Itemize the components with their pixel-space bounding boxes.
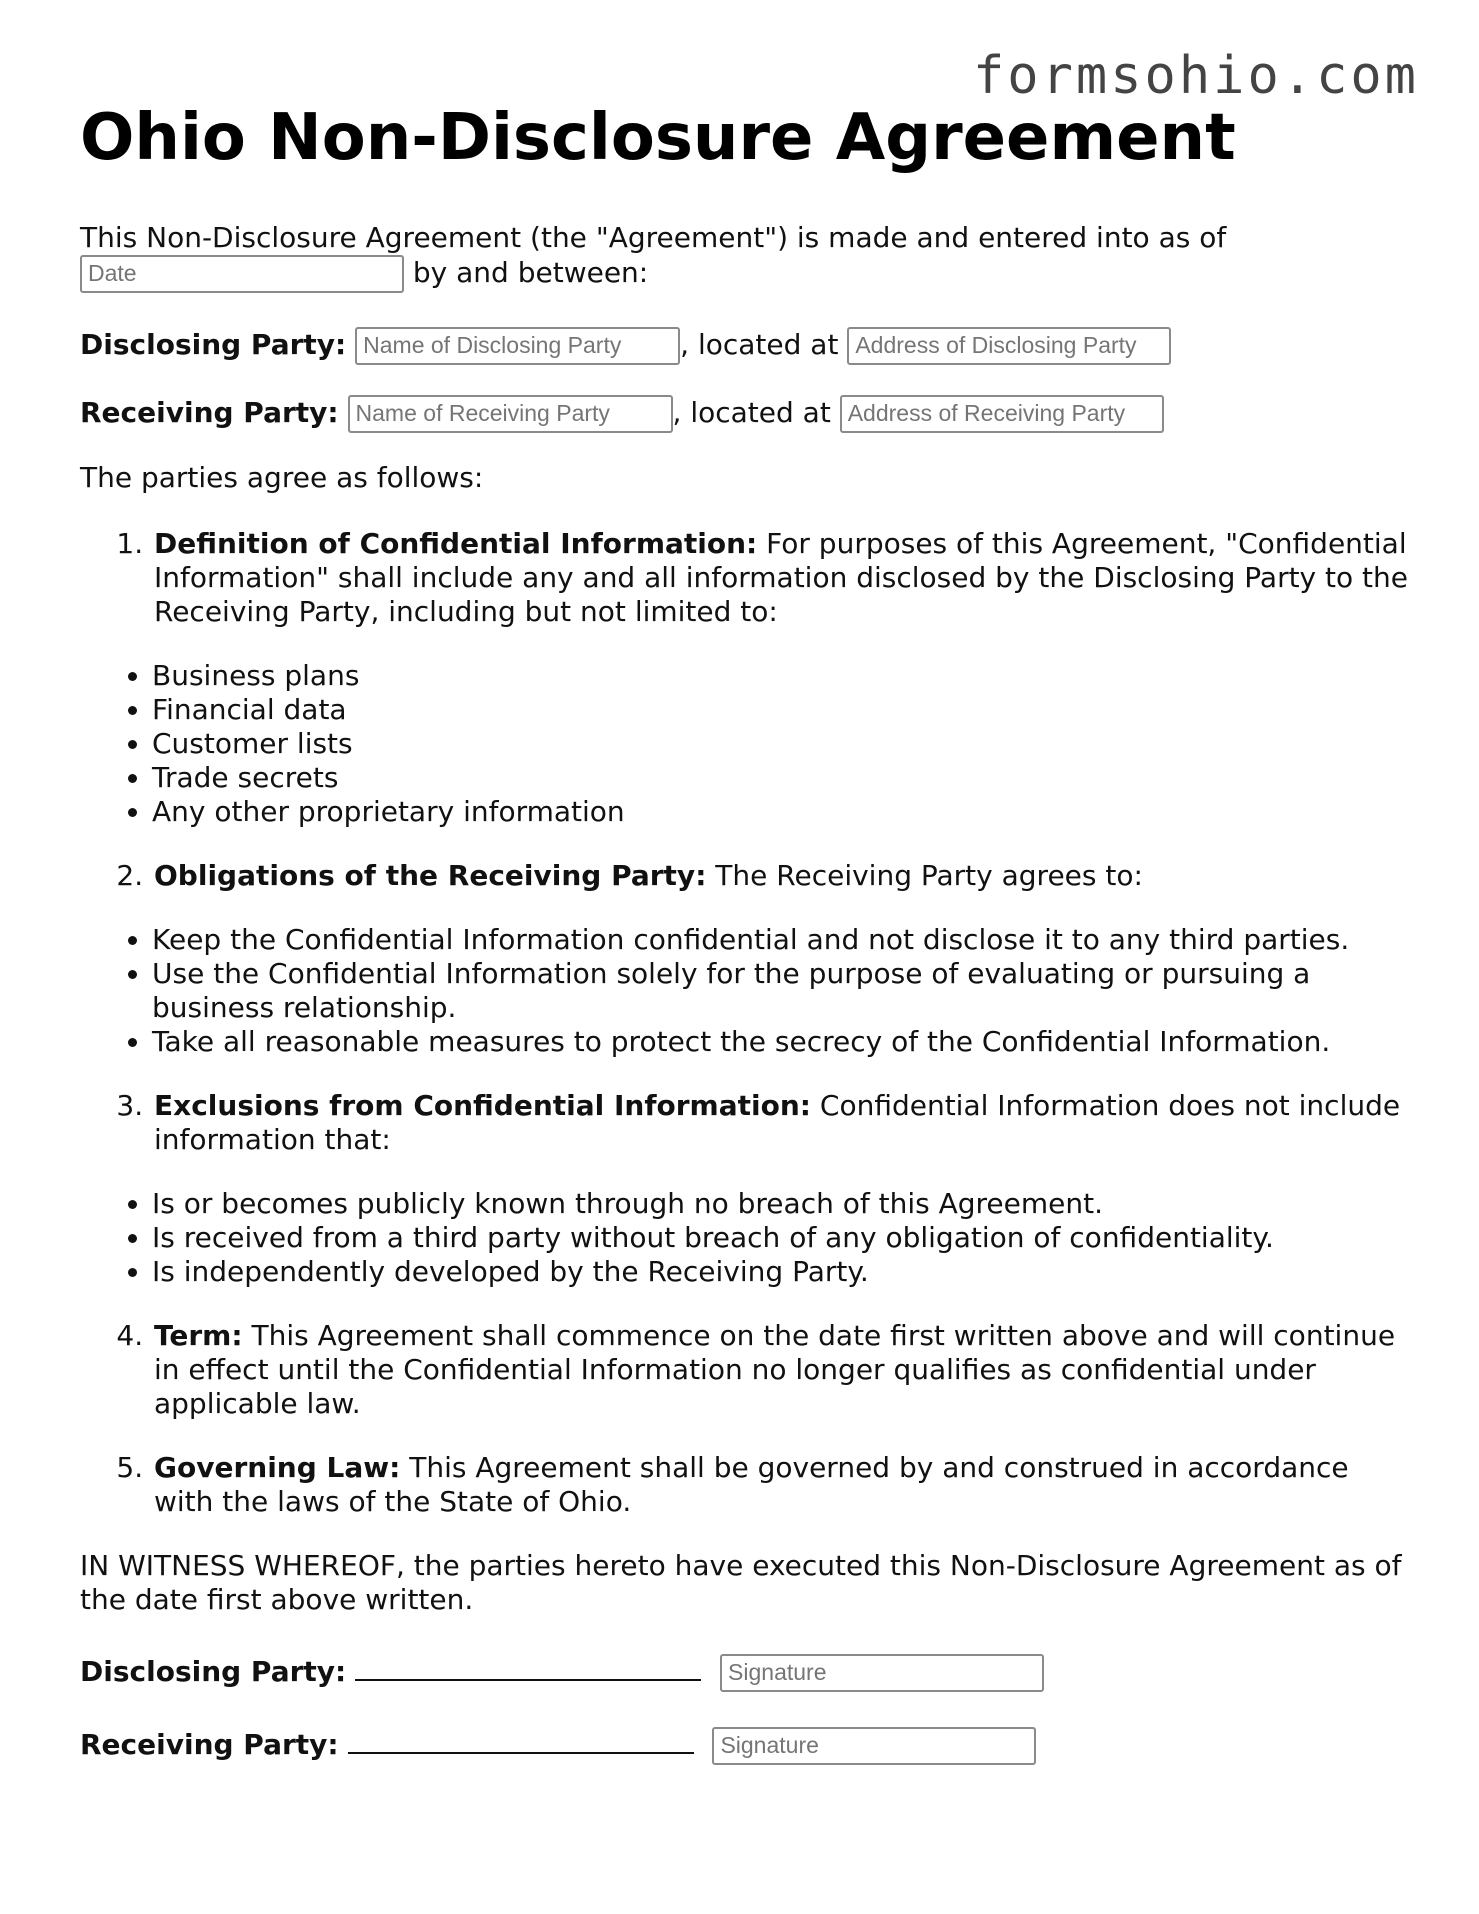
agree-text: The parties agree as follows: bbox=[80, 460, 484, 494]
section-definition bbox=[152, 527, 1410, 629]
disclosing-party-line bbox=[80, 325, 1410, 365]
section-heading: Definition of Confidential Information: bbox=[154, 526, 758, 560]
intro-text: This Non-Disclosure Agreement (the "Agreement") is made and entered into as of bbox=[80, 220, 1227, 254]
list-item: • Is received from a third party without breach of any obligation of confidentiality. bbox=[152, 1221, 1410, 1255]
list-item: • Is independently developed by the Receiving Party. bbox=[152, 1255, 1410, 1289]
list-item: • Financial data bbox=[152, 693, 1410, 727]
disclosing-signature-label: Disclosing Party: bbox=[80, 1654, 347, 1688]
sections-list bbox=[80, 859, 1410, 893]
disclosing-signature-line bbox=[80, 1649, 1410, 1692]
disclosing-party-address-input[interactable] bbox=[847, 327, 1171, 365]
receiving-signature-label: Receiving Party: bbox=[80, 1727, 339, 1761]
list-item: • Use the Confidential Information solely for the purpose of evaluating or pursuing a business relationship. bbox=[152, 957, 1410, 1025]
section-text: For purposes of this Agreement, "Confidential Information" shall include any and all information disclosed by the Disclosing Party to the Receiving Party, including but not limited to: bbox=[154, 526, 1408, 628]
disclosing-party-name-input[interactable] bbox=[355, 327, 680, 365]
section-governing-law bbox=[152, 1451, 1410, 1519]
signature-underline bbox=[348, 1722, 694, 1754]
sections-list bbox=[80, 527, 1410, 629]
section-exclusions bbox=[152, 1089, 1410, 1157]
list-item: • Is or becomes publicly known through no breach of this Agreement. bbox=[152, 1187, 1410, 1221]
witness-text: IN WITNESS WHEREOF, the parties hereto have executed this Non-Disclosure Agreement as of the date first above written. bbox=[80, 1548, 1402, 1616]
section-obligations bbox=[152, 859, 1410, 893]
receiving-party-line bbox=[80, 393, 1410, 433]
section-text: This Agreement shall commence on the date first written above and will continue in effect until the Confidential Information no longer qualifies as confidential under applicable law. bbox=[154, 1318, 1396, 1420]
section-text: The Receiving Party agrees to: bbox=[715, 858, 1143, 892]
section-heading: Obligations of the Receiving Party: bbox=[154, 858, 707, 892]
section-text: Confidential Information does not include information that: bbox=[154, 1088, 1401, 1156]
list-item: • Business plans bbox=[152, 659, 1410, 693]
list-item: • Any other proprietary information bbox=[152, 795, 1410, 829]
date-input[interactable] bbox=[80, 255, 404, 293]
list-item: • Take all reasonable measures to protect the secrecy of the Confidential Information. bbox=[152, 1025, 1410, 1059]
watermark-text: formsohio.com bbox=[973, 46, 1419, 106]
section-heading: Exclusions from Confidential Information: bbox=[154, 1088, 811, 1122]
disclosing-party-label: Disclosing Party: bbox=[80, 327, 347, 361]
page-title: Ohio Non-Disclosure Agreement bbox=[80, 101, 1236, 175]
receiving-located-text: , located at bbox=[672, 395, 831, 429]
section-text: This Agreement shall be governed by and construed in accordance with the laws of the State of Ohio. bbox=[154, 1450, 1349, 1518]
obligations-bullets bbox=[80, 923, 1410, 1059]
list-item: • Trade secrets bbox=[152, 761, 1410, 795]
sections-list bbox=[80, 1089, 1410, 1157]
receiving-party-address-input[interactable] bbox=[840, 395, 1164, 433]
receiving-signature-input[interactable] bbox=[712, 1727, 1036, 1765]
receiving-signature-line bbox=[80, 1722, 1410, 1765]
list-item: • Keep the Confidential Information confidential and not disclose it to any third parties. bbox=[152, 923, 1410, 957]
receiving-party-label: Receiving Party: bbox=[80, 395, 339, 429]
document-page bbox=[80, 100, 1410, 1795]
list-item: • Customer lists bbox=[152, 727, 1410, 761]
intro-paragraph bbox=[80, 221, 1410, 293]
disclosing-signature-input[interactable] bbox=[720, 1654, 1044, 1692]
exclusions-bullets bbox=[80, 1187, 1410, 1289]
disclosing-located-text: , located at bbox=[680, 327, 839, 361]
signature-underline bbox=[355, 1649, 701, 1681]
intro-suffix: by and between: bbox=[412, 255, 649, 289]
section-heading: Governing Law: bbox=[154, 1450, 401, 1484]
definition-bullets bbox=[80, 659, 1410, 829]
section-heading: Term: bbox=[154, 1318, 243, 1352]
receiving-party-name-input[interactable] bbox=[348, 395, 673, 433]
section-term bbox=[152, 1319, 1410, 1421]
sections-list bbox=[80, 1319, 1410, 1519]
